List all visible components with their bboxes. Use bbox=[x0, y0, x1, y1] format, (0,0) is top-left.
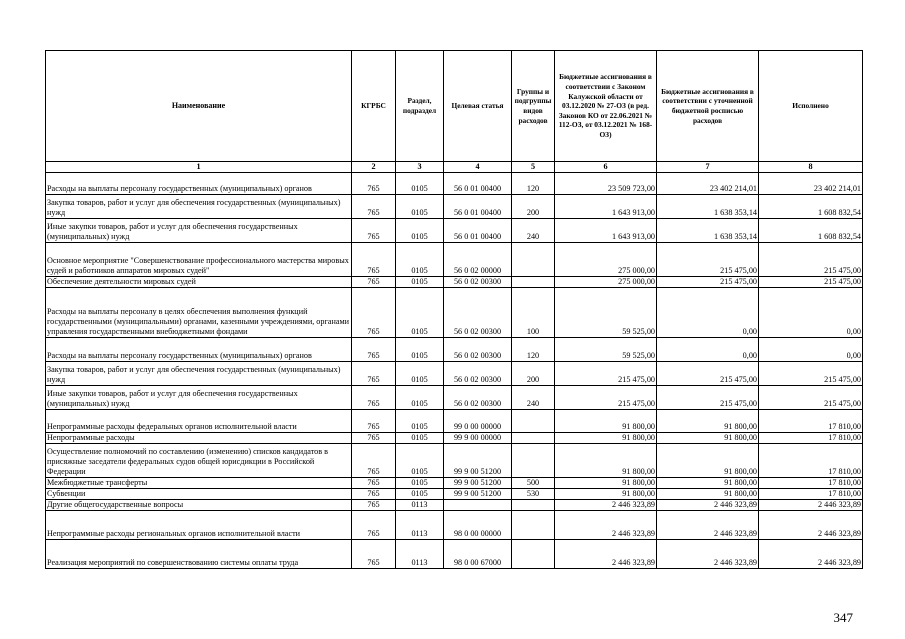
table-row bbox=[46, 444, 863, 478]
row-planned-amount: 2 446 323,89 bbox=[657, 500, 759, 511]
table-row bbox=[46, 500, 863, 511]
row-group bbox=[512, 511, 555, 540]
header-planned: Бюджетные ассигнования в соответствии с уточненной бюджетной росписью расходов bbox=[657, 51, 759, 162]
row-law-amount: 215 475,00 bbox=[555, 386, 657, 410]
column-number: 2 bbox=[352, 162, 396, 173]
row-kgrbs: 765 bbox=[352, 386, 396, 410]
row-executed-amount: 0,00 bbox=[759, 288, 863, 338]
row-name: Обеспечение деятельности мировых судей bbox=[46, 277, 352, 288]
row-name: Основное мероприятие "Совершенствование профессионального мастерства мировых судей и работников аппаратов мировых судей" bbox=[46, 243, 352, 277]
row-executed-amount: 0,00 bbox=[759, 338, 863, 362]
row-group bbox=[512, 433, 555, 444]
row-kgrbs: 765 bbox=[352, 540, 396, 569]
row-target: 56 0 02 00300 bbox=[444, 386, 512, 410]
row-target: 56 0 01 00400 bbox=[444, 219, 512, 243]
column-number: 7 bbox=[657, 162, 759, 173]
row-section: 0105 bbox=[396, 362, 444, 386]
row-planned-amount: 2 446 323,89 bbox=[657, 540, 759, 569]
row-section: 0105 bbox=[396, 410, 444, 433]
row-executed-amount: 17 810,00 bbox=[759, 444, 863, 478]
row-law-amount: 91 800,00 bbox=[555, 410, 657, 433]
row-kgrbs: 765 bbox=[352, 489, 396, 500]
row-name: Закупка товаров, работ и услуг для обеспечения государственных (муниципальных) нужд bbox=[46, 195, 352, 219]
table-row bbox=[46, 478, 863, 489]
row-section: 0113 bbox=[396, 540, 444, 569]
row-target: 99 0 00 00000 bbox=[444, 410, 512, 433]
row-kgrbs: 765 bbox=[352, 433, 396, 444]
row-law-amount: 91 800,00 bbox=[555, 444, 657, 478]
row-section: 0105 bbox=[396, 386, 444, 410]
header-name: Наименование bbox=[46, 51, 352, 162]
row-target: 99 9 00 51200 bbox=[444, 444, 512, 478]
row-kgrbs: 765 bbox=[352, 338, 396, 362]
row-name: Расходы на выплаты персоналу государственных (муниципальных) органов bbox=[46, 173, 352, 195]
row-name: Межбюджетные трансферты bbox=[46, 478, 352, 489]
row-kgrbs: 765 bbox=[352, 195, 396, 219]
header-executed: Исполнено bbox=[759, 51, 863, 162]
row-executed-amount: 23 402 214,01 bbox=[759, 173, 863, 195]
table-row bbox=[46, 277, 863, 288]
row-planned-amount: 0,00 bbox=[657, 288, 759, 338]
row-kgrbs: 765 bbox=[352, 500, 396, 511]
row-name: Закупка товаров, работ и услуг для обеспечения государственных (муниципальных) нужд bbox=[46, 362, 352, 386]
row-name: Непрограммные расходы региональных органов исполнительной власти bbox=[46, 511, 352, 540]
row-group bbox=[512, 500, 555, 511]
row-executed-amount: 17 810,00 bbox=[759, 433, 863, 444]
row-planned-amount: 23 402 214,01 bbox=[657, 173, 759, 195]
row-executed-amount: 17 810,00 bbox=[759, 410, 863, 433]
row-executed-amount: 1 608 832,54 bbox=[759, 219, 863, 243]
row-name: Осуществление полномочий по составлению (изменению) списков кандидатов в присяжные заседатели федеральных судов общей юрисдикции в Российской Федерации bbox=[46, 444, 352, 478]
row-law-amount: 59 525,00 bbox=[555, 288, 657, 338]
row-kgrbs: 765 bbox=[352, 243, 396, 277]
row-name: Реализация мероприятий по совершенствованию системы оплаты труда bbox=[46, 540, 352, 569]
row-name: Иные закупки товаров, работ и услуг для обеспечения государственных (муниципальных) нужд bbox=[46, 386, 352, 410]
row-group: 200 bbox=[512, 195, 555, 219]
header-section: Раздел, подраздел bbox=[396, 51, 444, 162]
row-section: 0105 bbox=[396, 489, 444, 500]
row-section: 0105 bbox=[396, 219, 444, 243]
row-group: 120 bbox=[512, 338, 555, 362]
page-number: 347 bbox=[833, 610, 853, 625]
row-executed-amount: 17 810,00 bbox=[759, 478, 863, 489]
row-section: 0105 bbox=[396, 433, 444, 444]
row-law-amount: 275 000,00 bbox=[555, 277, 657, 288]
row-section: 0105 bbox=[396, 444, 444, 478]
row-target: 98 0 00 00000 bbox=[444, 511, 512, 540]
row-group bbox=[512, 540, 555, 569]
row-executed-amount: 215 475,00 bbox=[759, 243, 863, 277]
row-law-amount: 91 800,00 bbox=[555, 489, 657, 500]
row-planned-amount: 215 475,00 bbox=[657, 243, 759, 277]
row-group: 100 bbox=[512, 288, 555, 338]
row-planned-amount: 1 638 353,14 bbox=[657, 195, 759, 219]
row-name: Расходы на выплаты персоналу в целях обеспечения выполнения функций государственными (муниципальными) органами, казенными учреждениями, органами управления государственными внебюджетными фондами bbox=[46, 288, 352, 338]
row-planned-amount: 2 446 323,89 bbox=[657, 511, 759, 540]
row-name: Другие общегосударственные вопросы bbox=[46, 500, 352, 511]
row-target: 56 0 02 00300 bbox=[444, 277, 512, 288]
header-target: Целевая статья bbox=[444, 51, 512, 162]
row-kgrbs: 765 bbox=[352, 362, 396, 386]
header-row bbox=[46, 51, 863, 162]
row-kgrbs: 765 bbox=[352, 277, 396, 288]
row-law-amount: 215 475,00 bbox=[555, 362, 657, 386]
column-number-row bbox=[46, 162, 863, 173]
row-law-amount: 1 643 913,00 bbox=[555, 195, 657, 219]
row-kgrbs: 765 bbox=[352, 511, 396, 540]
row-group bbox=[512, 444, 555, 478]
column-number: 8 bbox=[759, 162, 863, 173]
row-kgrbs: 765 bbox=[352, 219, 396, 243]
table-row bbox=[46, 410, 863, 433]
row-kgrbs: 765 bbox=[352, 478, 396, 489]
row-section: 0105 bbox=[396, 195, 444, 219]
row-group: 530 bbox=[512, 489, 555, 500]
header-kgrbs: КГРБС bbox=[352, 51, 396, 162]
header-law: Бюджетные ассигнования в соответствии с Законом Калужской области от 03.12.2020 № 27-ОЗ (в ред. Законов КО от 22.06.2021 № 112-ОЗ, от 03.12.2021 № 168-ОЗ) bbox=[555, 51, 657, 162]
row-executed-amount: 1 608 832,54 bbox=[759, 195, 863, 219]
row-law-amount: 23 509 723,00 bbox=[555, 173, 657, 195]
row-planned-amount: 215 475,00 bbox=[657, 277, 759, 288]
row-target: 56 0 02 00300 bbox=[444, 288, 512, 338]
row-law-amount: 91 800,00 bbox=[555, 433, 657, 444]
table-row bbox=[46, 511, 863, 540]
row-executed-amount: 17 810,00 bbox=[759, 489, 863, 500]
row-target bbox=[444, 500, 512, 511]
table-row bbox=[46, 489, 863, 500]
row-law-amount: 59 525,00 bbox=[555, 338, 657, 362]
row-target: 56 0 01 00400 bbox=[444, 195, 512, 219]
table-row bbox=[46, 386, 863, 410]
table-row bbox=[46, 195, 863, 219]
row-law-amount: 2 446 323,89 bbox=[555, 511, 657, 540]
row-name: Непрограммные расходы федеральных органов исполнительной власти bbox=[46, 410, 352, 433]
row-law-amount: 275 000,00 bbox=[555, 243, 657, 277]
row-executed-amount: 2 446 323,89 bbox=[759, 500, 863, 511]
row-target: 56 0 02 00300 bbox=[444, 338, 512, 362]
row-planned-amount: 91 800,00 bbox=[657, 444, 759, 478]
row-group bbox=[512, 243, 555, 277]
table-row bbox=[46, 288, 863, 338]
row-group: 240 bbox=[512, 219, 555, 243]
row-name: Расходы на выплаты персоналу государственных (муниципальных) органов bbox=[46, 338, 352, 362]
row-name: Иные закупки товаров, работ и услуг для обеспечения государственных (муниципальных) нужд bbox=[46, 219, 352, 243]
row-law-amount: 1 643 913,00 bbox=[555, 219, 657, 243]
table-row bbox=[46, 338, 863, 362]
row-section: 0105 bbox=[396, 288, 444, 338]
row-target: 99 9 00 51200 bbox=[444, 478, 512, 489]
row-executed-amount: 2 446 323,89 bbox=[759, 511, 863, 540]
row-name: Непрограммные расходы bbox=[46, 433, 352, 444]
row-planned-amount: 0,00 bbox=[657, 338, 759, 362]
row-target: 99 9 00 00000 bbox=[444, 433, 512, 444]
table-row bbox=[46, 540, 863, 569]
row-group bbox=[512, 410, 555, 433]
row-executed-amount: 215 475,00 bbox=[759, 386, 863, 410]
row-target: 56 0 02 00000 bbox=[444, 243, 512, 277]
row-target: 98 0 00 67000 bbox=[444, 540, 512, 569]
row-law-amount: 91 800,00 bbox=[555, 478, 657, 489]
table-row bbox=[46, 362, 863, 386]
column-number: 6 bbox=[555, 162, 657, 173]
column-number: 1 bbox=[46, 162, 352, 173]
row-target: 56 0 01 00400 bbox=[444, 173, 512, 195]
row-section: 0105 bbox=[396, 243, 444, 277]
row-kgrbs: 765 bbox=[352, 410, 396, 433]
row-planned-amount: 215 475,00 bbox=[657, 386, 759, 410]
row-executed-amount: 2 446 323,89 bbox=[759, 540, 863, 569]
row-group: 240 bbox=[512, 386, 555, 410]
row-section: 0105 bbox=[396, 478, 444, 489]
table-row bbox=[46, 433, 863, 444]
table-row bbox=[46, 219, 863, 243]
row-law-amount: 2 446 323,89 bbox=[555, 500, 657, 511]
table-row bbox=[46, 173, 863, 195]
row-planned-amount: 1 638 353,14 bbox=[657, 219, 759, 243]
row-executed-amount: 215 475,00 bbox=[759, 362, 863, 386]
column-number: 3 bbox=[396, 162, 444, 173]
row-group: 120 bbox=[512, 173, 555, 195]
row-kgrbs: 765 bbox=[352, 444, 396, 478]
row-target: 99 9 00 51200 bbox=[444, 489, 512, 500]
column-number: 5 bbox=[512, 162, 555, 173]
table-body bbox=[46, 173, 863, 569]
row-name: Субвенции bbox=[46, 489, 352, 500]
column-number: 4 bbox=[444, 162, 512, 173]
row-planned-amount: 215 475,00 bbox=[657, 362, 759, 386]
row-planned-amount: 91 800,00 bbox=[657, 433, 759, 444]
row-section: 0105 bbox=[396, 277, 444, 288]
row-planned-amount: 91 800,00 bbox=[657, 489, 759, 500]
row-section: 0113 bbox=[396, 500, 444, 511]
header-group: Группы и подгруппы видов расходов bbox=[512, 51, 555, 162]
table-row bbox=[46, 243, 863, 277]
row-section: 0105 bbox=[396, 338, 444, 362]
row-planned-amount: 91 800,00 bbox=[657, 478, 759, 489]
row-section: 0105 bbox=[396, 173, 444, 195]
row-group bbox=[512, 277, 555, 288]
row-planned-amount: 91 800,00 bbox=[657, 410, 759, 433]
row-law-amount: 2 446 323,89 bbox=[555, 540, 657, 569]
row-section: 0113 bbox=[396, 511, 444, 540]
row-group: 500 bbox=[512, 478, 555, 489]
row-kgrbs: 765 bbox=[352, 288, 396, 338]
budget-table bbox=[45, 50, 863, 569]
row-kgrbs: 765 bbox=[352, 173, 396, 195]
row-group: 200 bbox=[512, 362, 555, 386]
row-target: 56 0 02 00300 bbox=[444, 362, 512, 386]
row-executed-amount: 215 475,00 bbox=[759, 277, 863, 288]
